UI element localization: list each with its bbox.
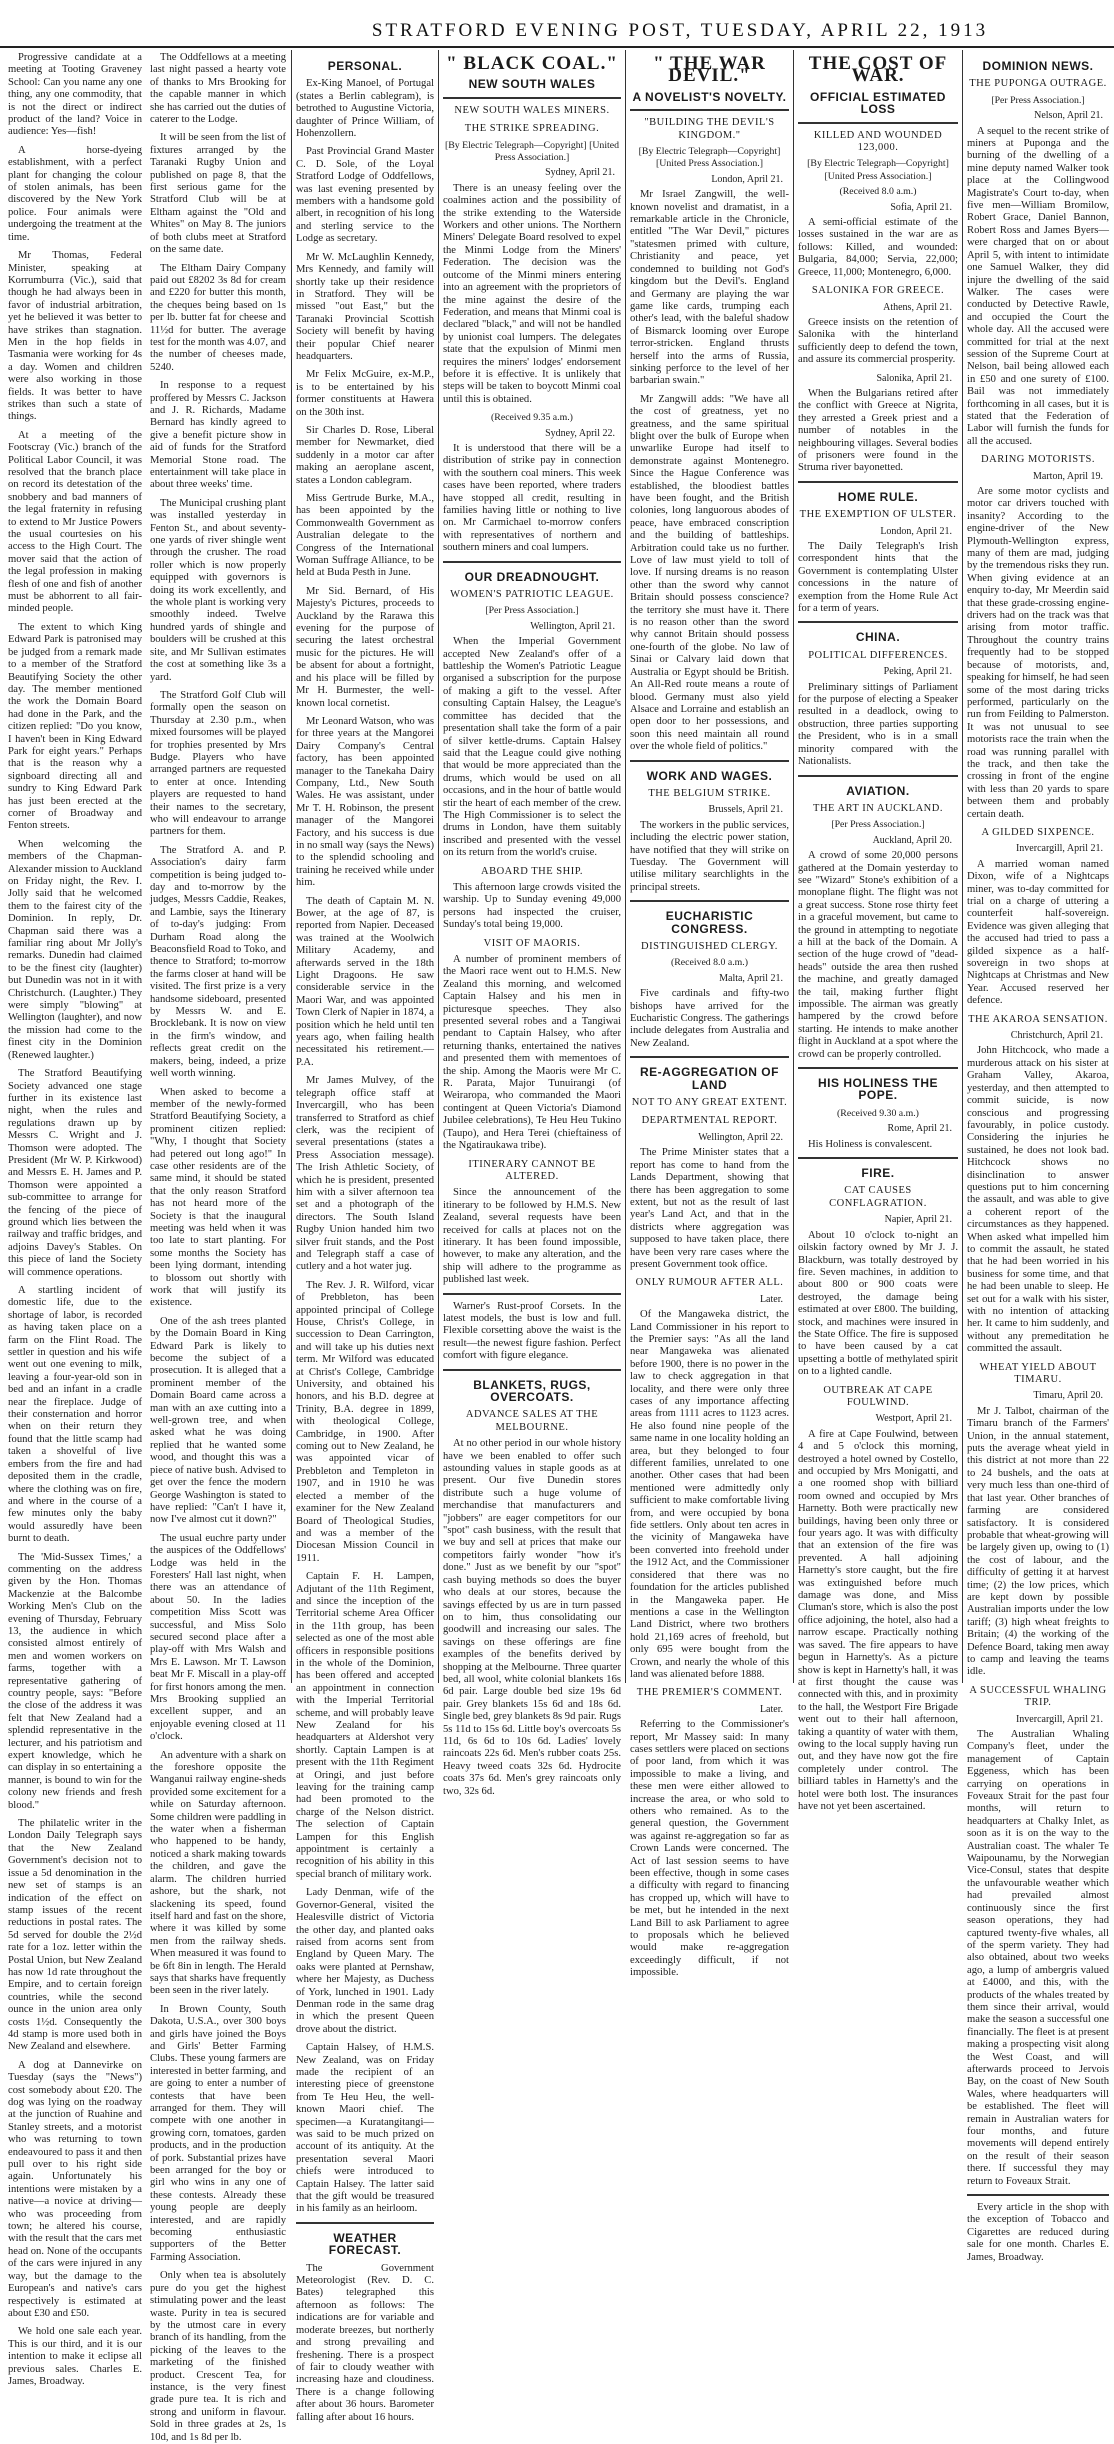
dateline: Napier, April 21. bbox=[884, 1214, 952, 1226]
divider bbox=[798, 775, 958, 777]
paragraph: Are some motor cyclists and motor car drivers touched with insanity? According to the engine-driver of the New Plymouth-Wellington express, many of them are mad, judging by the tremendous risks they run. When giving evidence at an enquiry to-day, Mr Meerdin said that these grade-crossing engine-drivers had on the track was that arising from motor traffic. Throughout the country trains frequently had to be stopped because of motorists, and, speaking for himself, he had seen some of the most daring tricks performed, particularly on the run from Feilding to Palmerston. It was not unusual to see motorists race the train when the road was running parallel with the track, and then take the crossing in front of the engine with less than 20 yards to spare between them and probably certain death. bbox=[967, 486, 1109, 820]
dateline: Rome, April 21. bbox=[887, 1123, 952, 1135]
subheading: THE PUPONGA OUTRAGE. bbox=[969, 78, 1107, 90]
paragraph: The Oddfellows at a meeting last night passed a hearty vote of thanks to Mrs Brooking for the capable manner in which she has carried out the duties of caterer to the Lodge. bbox=[150, 52, 286, 126]
dateline: Sofia, April 21. bbox=[890, 201, 952, 213]
dateline: Sydney, April 22. bbox=[545, 427, 615, 439]
paragraph: It will be seen from the list of fixtures arranged by the Taranaki Rugby Union and published on page 8, that the first serious game for the Stratford Club will be at Eltham against the "Old and Whites" on May 8. The juniors of both clubs meet at Stratford on the same date. bbox=[150, 132, 286, 256]
column-rule bbox=[793, 50, 794, 1683]
paragraph: In response to a request proffered by Messrs C. Jackson and J. R. Richards, Madame Bernard has kindly agreed to give a benefit picture show in aid of funds for the Stratford Memorial Stone road. The entertainment will take place in about three weeks' time. bbox=[150, 380, 286, 491]
dateline: Invercargill, April 21. bbox=[1015, 1713, 1103, 1725]
paragraph: The Stratford Golf Club will formally open the season on Thursday at 2.30 p.m., when mixed foursomes will be played for trophies presented by Mrs Budge. Players who have arranged partners are requested to enter at once. Intending players are requested to hand their names to the secretary, who will endeavour to arrange partners for them. bbox=[150, 689, 286, 838]
divider bbox=[798, 122, 958, 124]
subheading: THE BELGIUM STRIKE. bbox=[648, 787, 771, 799]
paragraph: The 'Mid-Sussex Times,' a commenting on the address given by the Hon. Thomas Mackenzie at the Balcombe Working Men's Club on the evening of Thursday, February 13, the audience in which consisted almost entirely of men and women workers on farms, together with a representative gathering of country people, says: "Before the close of the address it was felt that New Zealand had a splendid representative in the lecturer, and his patriotism and expert knowledge, which he can display in so entertaining a manner, is bound to win for the colony new friends and fresh blood." bbox=[8, 1551, 142, 1811]
dateline: Auckland, April 20. bbox=[872, 834, 952, 846]
subheading: THE PREMIER'S COMMENT. bbox=[636, 1687, 783, 1699]
divider bbox=[443, 1293, 621, 1295]
subheading: ADVANCE SALES AT THE MELBOURNE. bbox=[465, 1409, 599, 1433]
dateline: London, April 21. bbox=[711, 173, 783, 185]
subheading: DISTINGUISHED CLERGY. bbox=[641, 941, 778, 952]
advertisement: At no other period in our whole history have we been enabled to offer such astounding values in staple goods as at present. Our five Dunedin stores distribute such a huge volume of merchandise that manufacturers and "jobbers" are eager competitors for our "spot" cash business, with the result that we buy and sell at prices that make our competitors fairly wonder "how it's done." Just as we benefit by our "spot" cash buying methods so does the buyer who deals at our stores, because the savings effected by us are in turn passed on to him, thus consolidating our goodwill and increasing our sales. The savings on these offerings are fine examples of the benefits derived by shopping at the Melbourne. Three quarter bed, all wool, white colonial blankets 16s 6d pair. Large double bed size 19s 6d pair. Grey blankets 15s 6d and 18s 6d. Single bed, grey blankets 8s 9d pair. Rugs 5s 11d to 15s 6d. Little boy's overcoats 5s 11d, 6s 6d to 10s 6d. Ladies' lovely raincoats 22s 6d. Men's rubber coats 25s. Heavy tweed coats 32s 6d. Hydrocite coats 37s 6d. Men's grey raincoats only two, 32s 6d. bbox=[443, 1438, 622, 1797]
column-5 bbox=[630, 52, 789, 1979]
dateline: Wellington, April 22. bbox=[698, 1131, 783, 1143]
dateline: Christchurch, April 21. bbox=[1010, 1030, 1103, 1042]
dateline: Later. bbox=[759, 1293, 783, 1305]
subheading: NOT TO ANY GREAT EXTENT. bbox=[631, 1097, 788, 1109]
column-7 bbox=[967, 52, 1109, 2263]
section-heading: RE-AGGREGATION OF LAND bbox=[640, 1065, 779, 1092]
paragraph: John Hitchcock, who made a murderous attack on his sister at Graham Valley, Akaroa, yesterday, and then attempted to commit suicide, is now conscious and progressing favourably, in police custody. Considering the injuries he sustained, he does not look bad. Hitchcock shows no disinclination to answer questions put to him concerning the assault, and was able to give a coherent report of the circumstances as they happened. When asked what impelled him to commit the assault, he stated that he had been worried in his business for some time, and that he had been unable to sleep. He set out for a walk with his sister, with no intention of attacking her. It came to him suddenly, and without any premeditation he committed the assault. bbox=[967, 1045, 1109, 1355]
paragraph: Lady Denman, wife of the Governor-General, visited the Healesville district of Victoria the other day, and planted oaks raised from acorns sent from England by Queen Mary. The oaks were planted at Pernshaw, where her Majesty, as Duchess of York, lunched in 1901. Lady Denman rode in the same drag in which the present Queen drove about the district. bbox=[296, 1887, 434, 2035]
paragraph: The Municipal crushing plant was installed yesterday in Fenton St., and about seventy-one yards of river shingle went through the crusher. The road roller which is now properly equipped with governors is doing its work excellently, and the whole plant is working very smoothly indeed. Twelve hundred yards of shingle and boulders will be crushed at this site, and Mr Sullivan estimates the cost at something like 3s a yard. bbox=[150, 497, 286, 683]
paragraph: A number of prominent members of the Maori race went out to H.M.S. New Zealand this morning, and welcomed Captain Halsey and his men in picturesque speeches. They also presented several robes and a Tangiwai pendant to Captain Halsey, who after returning thanks, entertained the natives and presented them with mementoes of the ship. Among the Maoris were Mr C. R. Parata, Major Tunuirangi (of Weiraropa, who commanded the Maori contingent at Queen Victoria's Diamond Jubilee celebrations), Te Heu Heu Tukino (Taupo), and Hera Terei (chieftainess of the Ngatiraukawa tribe). bbox=[443, 954, 621, 1152]
dateline: London, April 21. bbox=[880, 525, 952, 537]
dateline: Westport, April 21. bbox=[875, 1413, 952, 1425]
paragraph: Past Provincial Grand Master C. D. Sole, of the Loyal Stratford Lodge of Oddfellows, was last evening presented by members with a handsome gold albert, in recognition of his long and sterling service to the Lodge as secretary. bbox=[296, 146, 434, 245]
headline: " THE WAR DEVIL." bbox=[653, 53, 766, 87]
paragraph: A married woman named Dixon, wife of a Nightcaps miner, was to-day committed for trial on a charge of uttering a counterfeit half-sovereign. Evidence was given alleging that the accused had tried to pass a gilded sixpence as a half-sovereign in two shops at Nightcaps at Christmas and New Year. Accused reserved her defence. bbox=[967, 858, 1109, 1007]
divider bbox=[798, 1067, 958, 1069]
paragraph: The Prime Minister states that a report has come to hand from the Lands Department, showing that there has been aggregation to some extent, but not as the result of last year's Land Act, and that in the districts where aggregation was supposed to have taken place, there have been very rare cases where the present Government took office. bbox=[630, 1147, 789, 1270]
column-rule bbox=[291, 50, 292, 1683]
paragraph: Mr Zangwill adds: "We have all the cost of greatness, yet no greatness, and the same spiritual blight over the bulk of Europe when unwarlike Europe had itself to demonstrate against Montenegro. Since the Hague Conference was established, the bloodiest battles have been fought, and the British colonies, long languorous abodes of peace, have embraced conscription and the building of battleships. Arbitration could take us no further. Love of law must yield to toll of love. If nursing dreams is no reason other than the sword why cannot Britain should possess conscience? the territory she must have it. There is no reason other than the sword why cannot Britain should possess one-fourth of the globe. No law of Sinai or Calvary laid down that Australia or Egypt should be British. An All-Red route means a route of blood. Germany must also yield Alsace and Lorraine and establish an open door to her possessions, and soon this need maintain all round over the whole field of politics." bbox=[630, 393, 789, 753]
subheading: ITINERARY CANNOT BE ALTERED. bbox=[468, 1158, 596, 1182]
masthead: STRATFORD EVENING POST, TUESDAY, APRIL 22, 1913 bbox=[371, 20, 989, 41]
column-1 bbox=[8, 52, 142, 2387]
paragraph: Only when tea is absolutely pure do you get the highest stimulating power and the least waste. Purity in tea is secured by the utmost care in every branch of its handling, from the picking of the leaves to the marketing of the finished product. Crescent Tea, for instance, is the very finest grade pure tea. It is rich and strong and uniform in flavour. Sold in three grades at 2s, 1s 10d, and 1s 8d per lb. bbox=[150, 2270, 286, 2443]
paragraph: The Government Meteorologist (Rev. D. C. Bates) telegraphed this afternoon as follows: The indications are for variable and moderate breezes, but northerly and strong prevailing and freshening. There is a prospect of fair to cloudy weather with increasing haze and cloudiness. There is a change following after about 36 hours. Barometer falling after about 16 hours. bbox=[296, 2262, 434, 2423]
subheading: SALONIKA FOR GREECE. bbox=[811, 285, 945, 297]
paragraph: The Rev. J. R. Wilford, vicar of Prebbleton, has been appointed principal of College House, Christ's College, in succession to Dean Carrington, and will take up his duties next term. Mr Wilford was educated at Christ's College, Cambridge University, and obtained his honors, and his B.D. degree at Trinity, B.A. degree in 1899, with theological College, Cambridge, in 1900. After coming out to New Zealand, he was appointed vicar of Prebbleton and Templeton in 1907, and in 1910 he was elected a member of the examiner for the New Zealand Board of Theological Studies, and was a member of the Diocesan Mission Council in 1911. bbox=[296, 1279, 434, 1564]
divider bbox=[798, 621, 958, 623]
paragraph: When the Bulgarians retired after the conflict with Greece at Nigrita, they arrested a Greek priest and a number of notables in the neighbouring villages. Several bodies of prisoners were found in the Struma river bayonetted. bbox=[798, 387, 958, 474]
paragraph: A horse-dyeing establishment, with a perfect plant for changing the colour of stolen animals, has been discovered by the New York police. Four animals were undergoing the treatment at the time. bbox=[8, 144, 142, 243]
paragraph: A sequel to the recent strike of miners at Puponga and the burning of the dwelling of a mine deputy named Walker took place at the Collingwood Magistrate's Court to-day, when five men—William Bromilow, Robert Grace, Daniel Bannon, Robert Ross and James Byers—were charged that on or about April 5, with intent to intimidate one Samuel Walker, they did injure the dwelling of the said Walker. The cases were conducted by Detective Rawle, and occupied the Court the whole day. All the accused were committed for trial at the next session of the Supreme Court at Nelson, bail being allowed each in £50 and one surety of £100. Bail was not immediately forthcoming in all cases, but it is stated that the Federation of Labor will furnish the funds for all the accused. bbox=[967, 125, 1109, 447]
dateline: Nelson, April 21. bbox=[1034, 110, 1103, 122]
paragraph: This afternoon large crowds visited the warship. Up to Sunday evening 49,000 persons had inspected the cruiser, Sunday's total being 19,000. bbox=[443, 881, 621, 931]
paragraph: In Brown County, South Dakota, U.S.A., over 300 boys and girls have joined the Boys and Girls' Better Farming Clubs. These young farmers are interested in better farming, and are going to enter a number of contests that have been arranged for them. They will compete with one another in growing corn, tomatoes, garden products, and in the production of pork. Substantial prizes have been arranged for the boy or girl who wins in any one of these contests. Already these young people are deeply interested, and are rapidly becoming enthusiastic supporters of the Better Farming Association. bbox=[150, 2003, 286, 2263]
wire-credit: [Per Press Association.] bbox=[991, 94, 1085, 106]
paragraph: Mr Israel Zangwill, the well-known novelist and dramatist, in a remarkable article in the Chronicle, entitled "The War Devil," pictures "statesmen primed with culture, Christianity and peace, yet condemned to building not God's kingdom but the Devil's. England and Germany are playing the war game like cards, trumping each other's lead, with the baleful shadow of Bismarck looming over Europe terror-stricken. England thrusts herself into the arms of Russia, sinking perforce to the level of her barbarian swain." bbox=[630, 189, 789, 387]
paragraph: Since the announcement of the itinerary to be followed by H.M.S. New Zealand, several requests have been received for calls at places not on the itinerary. It has been found impossible, however, to make any alteration, and the ship will adhere to the programme as published last week. bbox=[443, 1187, 621, 1286]
paragraph: The workers in the public services, including the electric power station, have notified that they will strike on Tuesday. The Government will utilise military searchlights in the principal streets. bbox=[630, 819, 789, 893]
divider bbox=[798, 481, 958, 483]
paragraph: When the Imperial Government accepted New Zealand's offer of a battleship the Women's Patriotic League organised a subscription for the purpose of making a gift to the vessel. After consulting Captain Halsey, the League's committee has decided that the presentation shall take the form of a pair of silver kettle-drums. Captain Halsey said that the League could give nothing that would be more appreciated than the drums, which would be used on all occasions, and in the hour of battle would stir the heart of each member of the crew. The High Commissioner is to select the drums in London, have them suitably inscribed and presented with the vessel on its return from the world's cruise. bbox=[443, 636, 621, 859]
paragraph: One of the ash trees planted by the Domain Board in King Edward Park is likely to become the subject of a prosecution. It is alleged that a prominent member of the Domain Board came across a man with an axe cutting into a well-grown tree, and when asked what he was doing replied that he wanted some wood, and thought this was a piece of native bush. Advised to get over the fence the modern George Washington is stated to have replied: "Can't I have it, now I've almost cut it down?" bbox=[150, 1315, 286, 1526]
column-rule bbox=[625, 50, 626, 1683]
dateline: Malta, April 21. bbox=[719, 972, 783, 984]
paragraph: Sir Charles D. Rose, Liberal member for Newmarket, died suddenly in a motor car after making an aeroplane ascent, states a London cablegram. bbox=[296, 424, 434, 486]
subheading: POLITICAL DIFFERENCES. bbox=[808, 649, 948, 661]
paragraph: Of the Mangaweka district, the Land Commissioner in his report to the Premier says: "As all the land near Mangaweka was alienated before 1900, there is no power in the law to check aggregation in that locality, and there were only three cases of any importance affecting areas from 1111 acres to 1123 acres. He also found nine people of the same name in one locality holding an area, but they belonged to four different families, unrelated to one another. Other cases that had been mentioned were admittedly only sufficient to make comfortable living from, and were occupied by bona fide settlers. Only about ten acres in the vicinity of Mangaweka have been converted into freehold under the 1912 Act, and the Commissioner considered that there was no foundation for the articles published in the Mangaweka paper. He mentions a case in the Wellington Land District, where two brothers hold 21,169 acres of freehold, but only 695 were bought from the Crown, and nearly the whole of this land was alienated before 1888. bbox=[630, 1309, 789, 1680]
paragraph: There is an uneasy feeling over the coalmines action and the possibility of the strike extending to the Waterside Workers and other unions. The Northern Miners' Delegate Board resolved to expel the Minmi Lodge from the Miners' Federation. The decision was the outcome of the Minmi miners entering into an agreement with the proprietors of the mine against the desire of the Federation, and means that Minmi coal is declared "black," and will not be handled by unionist coal lumpers. The delegates state that the expulsion of Minmi men requires the miners' lodges' endorsement before it is effective. It is unlikely that steps will be taken to boycott Minmi coal until this is obtained. bbox=[443, 182, 621, 405]
section-heading: WEATHER FORECAST. bbox=[328, 2230, 402, 2258]
paragraph: Progressive candidate at a meeting at Tooting Graveney School: Can you name any one thing, any one commodity, that is not the direct or indirect product of the land? Voice in audience: Yes—fish! bbox=[8, 52, 142, 138]
section-heading: DOMINION NEWS. bbox=[982, 59, 1094, 73]
wire-credit: [By Electric Telegraph—Copyright] [United Press Association.] bbox=[444, 139, 620, 164]
paragraph: His Holiness is convalescent. bbox=[808, 1138, 933, 1150]
paragraph: Miss Gertrude Burke, M.A., has been appointed by the Commonwealth Government as Australian delegate to the Congress of the International Woman Suffrage Alliance, to be held at Buda Pesth in June. bbox=[296, 493, 434, 579]
subheading: DEPARTMENTAL REPORT. bbox=[641, 1115, 778, 1127]
paragraph: The Stratford A. and P. Association's dairy farm competition is being judged to-day and to-morrow by the judges, Messrs Caddie, Reakes, and Lambie, says the Itinerary of to-day's judging: From Durham Road along the Beaconsfield Road to Toko, and thence to Stratford; to-morrow the farms closer at hand will be visited. The first prize is a very handsome sideboard, presented by Messrs W. and E. Brocklebank. It is now on view in the firm's window, and reflects great credit on the makers, being, indeed, a prize well worth winning. bbox=[150, 844, 286, 1080]
paragraph: Ex-King Manoel, of Portugal (states a Berlin cablegram), is betrothed to Augustine Victoria, daughter of Prince William, of Hohenzollern. bbox=[296, 78, 434, 140]
subheading: THE EXEMPTION OF ULSTER. bbox=[799, 509, 957, 521]
subheading: THE STRIKE SPREADING. bbox=[464, 123, 600, 135]
dateline: Athens, April 21. bbox=[883, 301, 952, 313]
divider bbox=[630, 760, 789, 762]
section-heading: CHINA. bbox=[855, 630, 901, 645]
headline: THE COST OF WAR. bbox=[808, 53, 948, 87]
subheading: THE ART IN AUCKLAND. bbox=[813, 802, 943, 814]
wire-credit: [By Electric Telegraph—Copyright] [United Press Association.] bbox=[807, 158, 949, 182]
paragraph: Captain F. H. Lampen, Adjutant of the 11th Regiment, and since the inception of the Territorial scheme Area Officer in the 11th group, has been selected as one of the most able officers in responsible positions in the whole of the Dominion, has been offered and accepted an appointment in connection with the Imperial Territorial scheme, and will probably leave New Zealand for his headquarters at Aldershot very shortly. Captain Lampen is at present with the 11th Regiment at Oringi, and just before leaving for the training camp had been promoted to the charge of the Nelson district. The selection of Captain Lampen for this English appointment is certainly a recognition of his ability in this special branch of military work. bbox=[296, 1571, 434, 1880]
section-heading: HOME RULE. bbox=[837, 489, 919, 504]
paragraph: The death of Captain M. N. Bower, at the age of 87, is reported from Napier. Deceased was trained at the Woolwich Military Academy, and afterwards served in the 18th Light Dragoons. He saw considerable service in the Maori War, and was appointed Town Clerk of Napier in 1874, a position which he held until ten years ago, when failing health necessitated his retirement.—P.A. bbox=[296, 895, 434, 1068]
paragraph: At a meeting of the Footscray (Vic.) branch of the Political Labor Council, it was resolved that the branch place on record its detestation of the snobbery and bad manners of the legal fraternity in refusing to extend to Mr Justice Powers the usual courtesies on his access to the High Court. The mover said that the action of the legal profession in making flesh of one and fish of another must be abhorrent to all fair-minded people. bbox=[8, 429, 142, 615]
divider bbox=[443, 561, 621, 563]
paragraph: Mr Leonard Watson, who was for three years at the Mangorei Dairy Company's Central factory, has been appointed manager to the Tanekaha Dairy Company, Ltd., New South Wales. He was assistant, under Mr T. H. Robinson, the present manager of the Mangorei Factory, and his success is due in no small way (says the News) to the splendid schooling and training he received while under him. bbox=[296, 715, 434, 889]
column-2 bbox=[150, 52, 286, 2443]
subheading: THE AKAROA SENSATION. bbox=[968, 1013, 1108, 1025]
paragraph: The usual euchre party under the auspices of the Oddfellows' Lodge was held in the Foresters' Hall last night, when there was an attendance of about 50. In the ladies competition Miss Scott was successful, and Miss Solo secured second place after a play-off with Mrs Walsh and Mrs E. Lawson. Mr T. Lawson beat Mr F. Miscall in a play-off for first honors among the men. Mrs Brooking supplied an excellent supper, and an enjoyable evening closed at 11 o'clock. bbox=[150, 1532, 286, 1743]
dateline: Timaru, April 20. bbox=[1033, 1390, 1103, 1402]
paragraph: Mr Sid. Bernard, of His Majesty's Pictures, proceeds to Auckland by the Rarawa this evening for the purpose of securing the latest orchestral music for the pictures. He will be absent for about a fortnight, and his place will be filled by Mr H. Burmester, the well-known local cornetist. bbox=[296, 585, 434, 709]
section-heading: HIS HOLINESS THE POPE. bbox=[817, 1076, 938, 1103]
dateline: Brussels, April 21. bbox=[708, 804, 783, 816]
headline: " BLACK COAL." bbox=[446, 53, 618, 74]
column-3 bbox=[296, 52, 434, 2423]
divider bbox=[798, 1157, 958, 1159]
subheading: A SUCCESSFUL WHALING TRIP. bbox=[969, 1684, 1107, 1709]
dateline: Marton, April 19. bbox=[1033, 470, 1103, 482]
received-time: (Received 9.35 a.m.) bbox=[491, 412, 573, 424]
masthead-rule bbox=[0, 46, 1114, 48]
subheading: KILLED AND WOUNDED 123,000. bbox=[813, 129, 943, 154]
received-time: (Received 9.30 a.m.) bbox=[837, 1107, 919, 1119]
column-rule bbox=[438, 50, 439, 1683]
divider bbox=[443, 1369, 621, 1371]
column-6 bbox=[798, 52, 958, 1812]
paragraph: Preliminary sittings of Parliament for the purpose of electing a Speaker resulted in a deadlock, owing to obstruction, three parties supporting the President, who is in a small minority compared with the Nationalists. bbox=[798, 681, 958, 768]
paragraph: Mr Thomas, Federal Minister, speaking at Korrumburra (Vic.), said that though he had always been in favor of industrial arbitration, yet he believed it was better to have strikes than stagnation. Men in the hop fields in Tasmania were working for 4s a day. Women and children were also working in those fields. It was better to have strikes than such a state of things. bbox=[8, 250, 142, 423]
paragraph: Mr J. Talbot, chairman of the Timaru branch of the Farmers' Union, in the annual statement, puts the average wheat yield in this district at not more than 22 to 24 bushels, and the oats at very much less than one-third of that last year. Other branches of farming are considered satisfactory. It is considered probable that wheat-growing will be largely given up, owing to (1) the cost of labour, and the difficulty of getting it at harvest time; (2) the low prices, which are kept down by possible Australian imports under the low tariff; (3) high wheat freights to Britain; (4) the working of the Defence Board, taking men away to camp and leaving the teams idle. bbox=[967, 1405, 1109, 1678]
paragraph: When asked to become a member of the newly-formed Stratford Beautifying Society, a prominent citizen replied: "Why, I thought that Society had petered out long ago!" In case other residents are of the same mind, it should be stated that the only reason Stratford has not heard more of the Society is that the inaugural meeting was held when it was too late to start planting. For some months the Society has been lying dormant, intending to blossom out shortly with work that will justify its existence. bbox=[150, 1086, 286, 1309]
subheading: A GILDED SIXPENCE. bbox=[981, 826, 1095, 838]
advertisement: Warner's Rust-proof Corsets. In the latest models, the bust is low and full. Flexible corsetting above the waist is the result—the newest figure fashion. Perfect comfort with figure elegance. bbox=[443, 1300, 621, 1362]
dateline: Sydney, April 21. bbox=[545, 167, 615, 179]
paragraph: Greece insists on the retention of Salonika with the hinterland sufficiently deep to defend the town, and assure its commercial prosperity. bbox=[798, 316, 958, 366]
subheading: ABOARD THE SHIP. bbox=[480, 865, 584, 877]
subheading: NEW SOUTH WALES MINERS. bbox=[454, 104, 610, 116]
section-heading: FIRE. bbox=[861, 1166, 895, 1181]
paragraph: A dog at Dannevirke on Tuesday (says the "News") cost somebody about £20. The dog was lying on the roadway at the junction of Ruahine and Stanley streets, and a motorist who was returning to town endeavoured to pass it and then pull over to his right side again. Unfortunately his intentions were mistaken by a native—a novice at driving—who was proceeding from town; he altered his course, with the result that the cars met head on. None of the occupants of the cars were injured in any way, but the damage to the European's and native's cars respectively is estimated at about £30 and £50. bbox=[8, 2059, 142, 2319]
dateline: Later. bbox=[759, 1703, 783, 1715]
paragraph: Mr Felix McGuire, ex-M.P., is to be entertained by his former constituents at Hawera on the 30th inst. bbox=[296, 369, 434, 418]
section-heading: EUCHARISTIC CONGRESS. bbox=[665, 909, 754, 936]
divider bbox=[630, 900, 789, 902]
paragraph: The extent to which King Edward Park is patronised may be judged from a remark made to a member of the Stratford Beautifying Society the other day. The member mentioned the work the Domain Board had done in the Park, and the citizen replied: "Do you know, I haven't been in King Edward Park for eight years." Perhaps that is the reason why a signboard directing all and sundry to King Edward Park has just been erected at the corner of Broadway and Fenton streets. bbox=[8, 621, 142, 832]
divider bbox=[630, 109, 789, 111]
section-heading: NEW SOUTH WALES bbox=[468, 77, 596, 92]
divider bbox=[443, 97, 621, 99]
wire-credit: [By Electric Telegraph—Copyright] [United Press Association.] bbox=[638, 146, 781, 170]
section-heading: PERSONAL. bbox=[327, 59, 403, 73]
section-heading: AVIATION. bbox=[846, 783, 910, 798]
subheading: ONLY RUMOUR AFTER ALL. bbox=[635, 1277, 784, 1289]
subheading: DARING MOTORISTS. bbox=[981, 454, 1095, 466]
subheading: CAT CAUSES CONFLAGRATION. bbox=[829, 1185, 927, 1209]
paragraph: The philatelic writer in the London Daily Telegraph says that the New Zealand Government's decision not to issue a 5d denomination in the new set of stamps is an indication of the effect on stamp issues of the recent reductions in postal rates. The 5d served for double the 2½d rate for a 1oz. letter within the Postal Union, but New Zealand has now 1d rate throughout the Empire, and to certain foreign countries, while the second ounce in the union area only costs 1½d. Consequently the 4d stamp is more used both in New Zealand and elsewhere. bbox=[8, 1818, 142, 2053]
section-heading: OFFICIAL ESTIMATED LOSS bbox=[810, 89, 946, 117]
paragraph: An adventure with a shark on the foreshore opposite the Wanganui railway engine-sheds provided some excitement for a while on Saturday afternoon. Some children were paddling in the water when a fisherman who happened to be handy, noticed a shark making towards the children, and gave the alarm. The children hurried ashore, but the shark, not slackening its speed, found itself hard and fast on the shore, where it was killed by some men from the railway sheds. When measured it was found to be 6ft 8in in length. The Herald says that sharks have frequently been seen in the river lately. bbox=[150, 1749, 286, 1997]
subheading: "BUILDING THE DEVIL'S KINGDOM." bbox=[644, 117, 775, 141]
paragraph: When welcoming the members of the Chapman-Alexander mission to Auckland on Friday night, the Rev. I. Jolly said that he welcomed them to the fairest city of the Dominion. In reply, Dr. Chapman said there was a familiar ring about Mr Jolly's remarks. Dunedin had claimed to be the finest city (laughter) but Dunedin was not in it with Christchurch. (Laughter.) They were simply "blowing" at Wellington (laughter), and now the mission had come to the finest city in the Dominion (Renewed laughter.) bbox=[8, 838, 142, 1061]
paragraph: Five cardinals and fifty-two bishops have arrived for the Eucharistic Congress. The gatherings include delegates from Australia and New Zealand. bbox=[630, 988, 789, 1049]
paragraph: We hold one sale each year. This is our third, and it is our intention to make it eclipse all previous sales. Charles E. James, Broadway. bbox=[8, 2326, 142, 2387]
wire-credit: [Per Press Association.] bbox=[831, 819, 925, 831]
received-time: (Received 8.0 a.m.) bbox=[839, 186, 917, 198]
paragraph: The Daily Telegraph's Irish correspondent hints that the Government is contemplating Ulster concessions in the nature of exemption from the Home Rule Act for a term of years. bbox=[798, 541, 958, 615]
divider bbox=[296, 2222, 434, 2224]
subheading: VISIT OF MAORIS. bbox=[483, 937, 581, 949]
paragraph: A fire at Cape Foulwind, between 4 and 5 o'clock this morning, destroyed a hotel owned by Costello, and occupied by Mrs Monigatti, and a one roomed shop with billiard room owned and occupied by Mrs Harnetty. Both were practically new buildings, having been only three or four years ago. It was with difficulty that an extension of the fire was prevented. A hall adjoining Harnetty's store caught, but the fire was extinguished before much damage was done, and Miss Cluman's store, which is also the post office adjoining, the hotel, also had a narrow escape. Practically nothing was saved. The fire appears to have begun in Harnetty's. As a picture show is kept in Harnetty's hall, it was at first thought the cause was connected with this, and in proximity to the hall, the Westport Fire Brigade went out to their hall afternoon, taking a quantity of water with them, owing to the local supply having run out, and they have now got the fire completely under control. The billiard tables in Harnetty's and the hotel were both lost. The insurances have not yet been ascertained. bbox=[798, 1428, 958, 1812]
received-time: (Received 8.0 a.m.) bbox=[671, 957, 748, 969]
dateline: Salonika, April 21. bbox=[876, 372, 952, 384]
section-heading: WORK AND WAGES. bbox=[646, 768, 773, 783]
paragraph: A crowd of some 20,000 persons gathered at the Domain yesterday to see "Wizard" Stone's exhibition of a monoplane flight. The flight was not a great success. Stone rose thirty feet in a graceful movement, but came to the ground in attempting to negotiate a hill at the back of the Domain. A section of the huge crowd of "dead-heads" outside the area then rushed the machine, and greatly damaged the tail, making further flight impossible. The airman was greatly hampered by the crowd before starting. He intends to make another flight in Auckland at a spot where the crowd can be properly controlled. bbox=[798, 850, 958, 1060]
subheading: OUTBREAK AT CAPE FOULWIND. bbox=[823, 1384, 933, 1408]
paragraph: The Eltham Dairy Company paid out £8202 3s 8d for cream and £220 for butter this month, the cheques being based on 1s per lb. butter fat for cheese and 11½d for butter. The average test for the month was 4.07, and the number of cheeses made, 5240. bbox=[150, 262, 286, 373]
paragraph: It is understood that there will be a distribution of strike pay in connection with the southern coal miners. This week cases have been reported, where traders have stopped all credit, resulting in families having little or nothing to live on. Mr Carmichael to-morrow confers with representatives of northern and southern miners and coal lumpers. bbox=[443, 442, 621, 554]
section-heading: A NOVELIST'S NOVELTY. bbox=[632, 89, 787, 104]
paragraph: Mr James Mulvey, of the telegraph office staff at Invercargill, who has been transferred to Stratford as chief clerk, was the recipient of several presentations (states a Press Association message). The Irish Athletic Society, of which he is president, presented him with a silver afternoon tea set and a photograph of the directors. The South Island Rugby Union handed him two silver fruit stands, and the Post and Telegraph staff a case of cutlery and a hot water jug. bbox=[296, 1075, 434, 1273]
paragraph: Referring to the Commissioner's report, Mr Massey said: In many cases settlers were placed on sections of poor land, from which it was impossible to make a living, and these men were either allowed to increase the area, or who sold to others who remained. As to the general question, the Government was against re-aggregation so far as Crown Lands were concerned. The Act of last session seems to have been effective, though in some cases a difficulty with regard to financing has cropped up, which will have to be met, but he intended in the next Land Bill to ask Parliament to agree to proposals which he believed would make re-aggregation exceedingly difficult, if not impossible. bbox=[630, 1719, 789, 1979]
paragraph: Mr W. McLaughlin Kennedy, Mrs Kennedy, and family will shortly take up their residence in Stratford. They will be missed "out East," but the Taranaki Provincial Scottish Society will benefit by having their popular Chief nearer headquarters. bbox=[296, 251, 434, 362]
paragraph: About 10 o'clock to-night an oilskin factory owned by Mr J. J. Blackburn, was totally destroyed by fire. Seven machines, in addition to about 800 or 900 coats were destroyed, the damage being estimated at over £800. The building, stock, and machines were insured in the State Office. The fire is supposed to have been caused by a cat upsetting a bottle of methylated spirit on to a lighted candle. bbox=[798, 1229, 958, 1378]
paragraph: The Stratford Beautifying Society advanced one stage further in its existence last night, when the rules and regulations drawn up by Messrs C. Wright and J. Thomson were adopted. The President (Mr W. P. Kirkwood) and Messrs E. H. James and P. Thomson were appointed a sub-committee to arrange for the fencing of the piece of ground which lies between the railway and traffic bridges, and adjoins Davey's Stables. On this piece of land the Society will commence operations. bbox=[8, 1068, 142, 1278]
paragraph: Captain Halsey, of H.M.S. New Zealand, was on Friday made the recipient of an interesting piece of greenstone from Te Heu Heu, the well-known Maori chief. The specimen—a Kuratangitangi—was said to be much prized on account of its antiquity. At the presentation several Maori chiefs were introduced to Captain Halsey. The latter said that the gift would be treasured in his family as an heirloom. bbox=[296, 2042, 434, 2215]
column-4 bbox=[443, 52, 622, 1797]
subheading: WHEAT YIELD ABOUT TIMARU. bbox=[979, 1361, 1097, 1386]
paragraph: A startling incident of domestic life, due to the shortage of labor, is recorded as having taken place on a farm on the Flint Road. The settler in question and his wife went out one evening to milk, leaving a four-year-old son in bed and an infant in a cradle near the fireplace. Judge of their consternation and horror when on their return they found that the little scamp had taken a shovelful of live embers from the fire and had deposited them in the cradle, where the clothing was on fire, and where in the course of a few minutes only the baby would assuredly have been burnt to death. bbox=[8, 1285, 142, 1545]
wire-credit: [Per Press Association.] bbox=[485, 605, 579, 617]
paragraph: A semi-official estimate of the losses sustained in the war are as follows: Killed, and wounded: Bulgaria, 84,000; Servia, 22,000; Greece, 11,000; Montenegro, 6,000. bbox=[798, 217, 958, 278]
section-heading: OUR DREADNOUGHT. bbox=[464, 569, 600, 584]
divider bbox=[630, 1056, 789, 1058]
section-heading: BLANKETS, RUGS, OVERCOATS. bbox=[473, 1377, 591, 1404]
dateline: Peking, April 21. bbox=[883, 666, 952, 678]
subheading: WOMEN'S PATRIOTIC LEAGUE. bbox=[450, 589, 614, 601]
advertisement: Every article in the shop with the exception of Tobacco and Cigarettes are reduced during sale for one month. Charles E. James, Broadway. bbox=[967, 2202, 1109, 2263]
divider bbox=[967, 2194, 1109, 2196]
paragraph: The Australian Whaling Company's fleet, under the management of Captain Eggeness, which has been carrying on operations in Foveaux Strait for the past four months, will return to headquarters at Chalky Inlet, as soon as it is on the way to the Australian coast. The whaler Te Waipounamu, by the Norwegian Vice-Consul, states that despite the unfavourable weather which had prevailed almost continuously since the first season operations, they had captured twenty-five whales, all of the sperm variety. They had also obtained, about two weeks ago, a lump of ambergris valued at £4000, and this, with the products of the whales treated by them since their arrival, would make the season a successful one financially. The fleet is at present making a prospecting visit along the West Coast, and will afterwards proceed to Jervois Bay, on the coast of New South Wales, where headquarters will be established. The fleet will remain in Australian waters for four months, and future movements will depend entirely on the result of their season there. If successful they may return to Foveaux Strait. bbox=[967, 1729, 1109, 2187]
column-rule bbox=[962, 50, 963, 1683]
dateline: Wellington, April 21. bbox=[530, 620, 615, 632]
dateline: Invercargill, April 21. bbox=[1015, 843, 1103, 855]
